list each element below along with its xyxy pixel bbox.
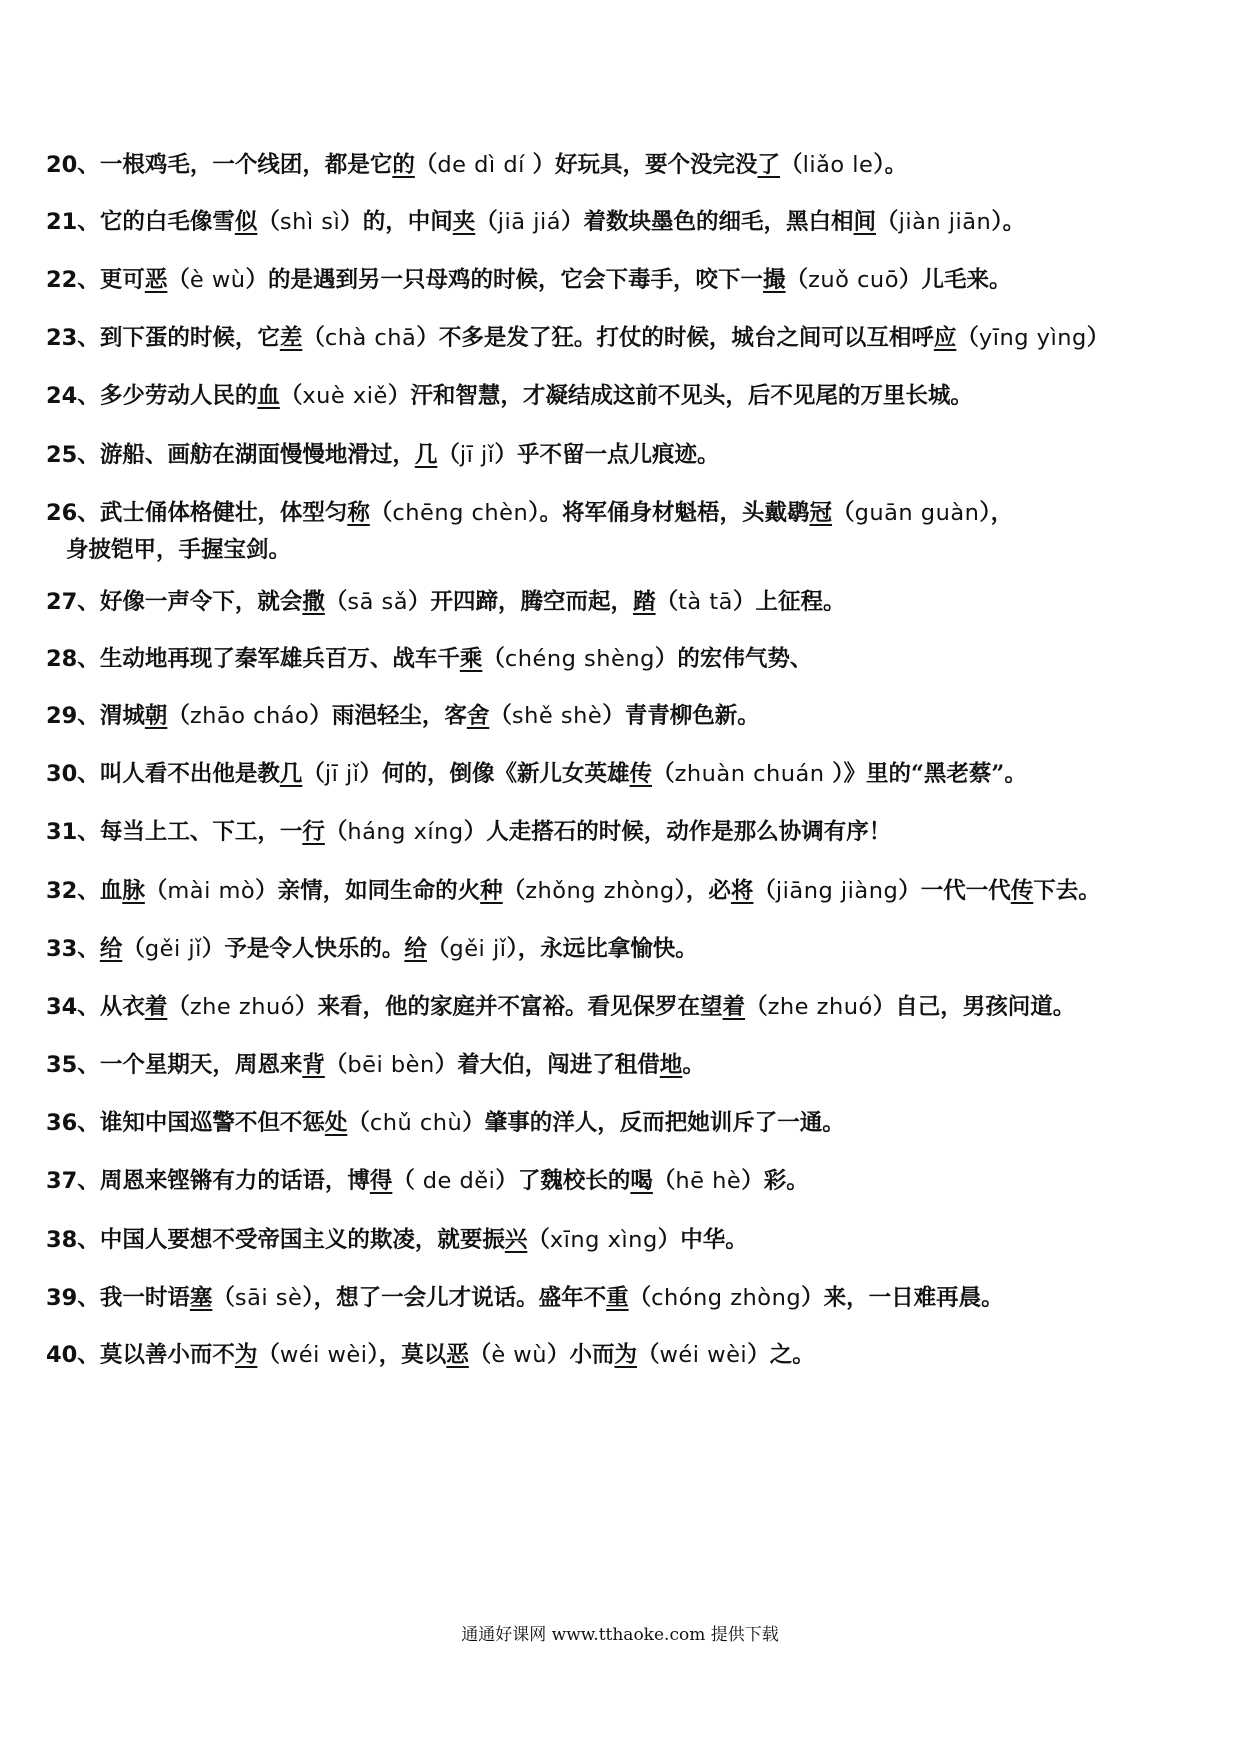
footer-credit: 通通好课网 www.tthaoke.com 提供下载 [461,1625,779,1645]
text-segment: ）。将军俑身材魁梧，头戴鹖 [528,500,810,526]
text-segment: 我一时语 [99,1285,190,1311]
text-segment: （ [212,1285,235,1311]
text-segment: （ [652,761,675,787]
target-char: 恶 [144,267,168,293]
text-segment: （ [324,1052,348,1078]
target-char: 传 [1010,878,1034,904]
target-char: 朝 [144,703,168,729]
target-char: 应 [933,325,957,351]
text-segment: 渭城 [99,703,145,729]
text-segment: ） [1086,325,1110,351]
text-segment: 下去。 [1033,878,1101,904]
text-segment: 从衣 [99,994,145,1020]
text-segment: 武士俑体格健壮，体型匀 [99,500,348,526]
pinyin-options: chà chā [324,325,417,351]
pinyin-options: guān guàn [854,500,980,526]
text-segment: （ [414,152,438,178]
text-segment: （ [637,1342,660,1368]
pinyin-options: zhe zhuó [767,994,873,1020]
item-number: 36、 [46,1110,100,1136]
text-segment: 它的白毛像雪 [99,209,235,235]
exercise-line [46,701,1236,731]
text-segment: ）小而 [546,1342,615,1368]
text-segment: （ [392,1168,423,1194]
text-segment: 血 [99,878,123,904]
text-segment: 谁知中国巡警不但不惩 [99,1110,325,1136]
pinyin-options: chóng zhòng [651,1285,802,1311]
text-segment: （ [475,209,498,235]
exercise-line [46,759,1236,789]
exercise-line [46,150,1236,180]
item-number: 23、 [46,325,100,351]
item-number: 30、 [46,761,100,787]
text-segment: （ [780,152,803,178]
text-segment: （ [468,1342,492,1368]
text-segment: ），永远比拿愉快。 [506,936,698,962]
pinyin-options: shě shè [511,703,603,729]
text-segment: 生动地再现了秦军雄兵百万、战车千 [99,646,460,672]
exercise-line [46,992,1236,1022]
target-char: 为 [614,1342,638,1368]
target-char: 差 [279,325,303,351]
text-segment: （ [122,936,145,962]
exercise-line [46,265,1236,295]
text-segment: （ [745,994,768,1020]
text-segment: ）来，一日难再晨。 [801,1285,1004,1311]
text-segment: ）了魏校长的 [495,1168,631,1194]
exercise-line [46,587,1236,617]
target-char: 背 [302,1052,325,1078]
target-char: 脉 [122,878,145,904]
text-segment: （ [502,878,526,904]
text-segment: ）。 [873,152,908,178]
text-segment: ）一代一代 [898,878,1011,904]
text-segment: （ [652,1168,676,1194]
target-char: 舍 [466,703,490,729]
item-number: 34、 [46,994,100,1020]
item-number: 31、 [46,819,100,845]
text-segment: ）之。 [747,1342,815,1368]
text-segment: ）的，中间 [340,209,453,235]
text-segment: （ [832,500,855,526]
text-segment: ）着大伯，闯进了租借 [434,1052,660,1078]
item-number: 40、 [46,1342,100,1368]
text-segment: ）青青柳色新。 [602,703,760,729]
text-segment: （ [527,1227,550,1253]
text-segment: ）人走搭石的时候，动作是那么协调有序！ [463,819,892,845]
target-char: 撮 [763,267,786,293]
text-segment: 中国人要想不受帝国主义的欺凌，就要振 [99,1227,505,1253]
exercise-line [46,1050,1236,1080]
exercise-line [46,644,1236,674]
text-segment: ）何的，倒像《新儿女英雄 [359,761,630,787]
item-number: 22、 [46,267,100,293]
text-segment: （ [302,761,325,787]
text-segment: ），想了一会儿才说话。盛年不 [302,1285,607,1311]
text-segment: 叫人看不出他是教 [99,761,280,787]
target-char: 踏 [633,589,656,615]
text-segment: 多少劳动人民的 [99,383,258,409]
pinyin-options: zhāo cháo [189,703,310,729]
text-segment: 每当上工、下工，一 [99,819,303,845]
text-segment: （ [324,589,348,615]
target-char: 乘 [459,646,483,672]
target-char: 行 [302,819,325,845]
target-char: 处 [324,1110,348,1136]
text-segment: ）彩。 [741,1168,809,1194]
pinyin-options: xuè xiě [302,383,388,409]
exercise-line [46,1166,1236,1196]
text-segment: （ [257,209,280,235]
text-segment: （ [324,819,348,845]
text-segment: ），必 [674,878,731,904]
text-segment: ）肇事的洋人，反而把她训斥了一通。 [462,1110,845,1136]
text-segment: （ [655,589,679,615]
item-number: 25、 [46,442,100,468]
text-segment: 周恩来铿锵有力的话语，博 [99,1168,370,1194]
pinyin-options: wéi wèi [659,1342,748,1368]
exercise-line [46,207,1236,237]
target-char: 给 [404,936,427,962]
item-number: 35、 [46,1052,100,1078]
exercise-line [46,1340,1236,1370]
pinyin-options: chǔ chù [369,1110,463,1136]
pinyin-options: zuǒ cuō [808,267,899,293]
text-segment: ）。 [991,209,1026,235]
pinyin-options: zhǒng zhòng [525,878,675,904]
text-segment: （ [956,325,979,351]
exercise-line [66,535,1240,565]
target-char: 撒 [302,589,325,615]
pinyin-options: zhe zhuó [189,994,296,1020]
item-number: 32、 [46,878,100,904]
text-segment: （ [426,936,450,962]
exercise-line [46,498,1236,528]
target-char: 重 [606,1285,629,1311]
item-number: 27、 [46,589,100,615]
text-segment: 好像一声令下，就会 [99,589,303,615]
pinyin-options: de dì dí [437,152,533,178]
target-char: 了 [757,152,781,178]
pinyin-options: sā sǎ [347,589,409,615]
text-segment: （ [302,325,325,351]
text-segment: ）儿毛来。 [898,267,1012,293]
pinyin-options: wéi wèi [279,1342,368,1368]
exercise-line [46,876,1236,906]
text-segment: （ [628,1285,652,1311]
text-segment: ）汗和智慧，才凝结成这前不见头，后不见尾的万里长城。 [387,383,973,409]
text-segment: 莫以善小而不 [99,1342,235,1368]
exercise-line [46,934,1236,964]
exercise-line [46,440,1236,470]
item-number: 24、 [46,383,100,409]
text-segment: 更可 [99,267,145,293]
text-segment: 游船、画舫在湖面慢慢地滑过， [99,442,415,468]
text-segment: ）的宏伟气势、 [654,646,813,672]
target-char: 着 [144,994,168,1020]
text-segment: 。 [682,1052,705,1078]
item-number: 28、 [46,646,100,672]
text-segment: （ [437,442,460,468]
exercise-line [46,381,1236,411]
text-segment: （ [144,878,168,904]
text-segment: （ [167,703,190,729]
pinyin-options: chēng chèn [392,500,529,526]
text-segment: 一个星期天，周恩来 [99,1052,303,1078]
item-number: 39、 [46,1285,100,1311]
pinyin-options: gěi jǐ [449,936,507,962]
target-char: 似 [234,209,258,235]
target-char: 塞 [189,1285,213,1311]
item-number: 33、 [46,936,100,962]
text-segment: ）开四蹄，腾空而起， [408,589,634,615]
target-char: 给 [99,936,123,962]
text-segment: （ [482,646,505,672]
target-char: 将 [730,878,754,904]
pinyin-options: bēi bèn [347,1052,435,1078]
text-segment: （ [369,500,393,526]
target-char: 种 [480,878,503,904]
pinyin-options: è wù [189,267,246,293]
pinyin-options: shì sì [279,209,341,235]
text-segment: ）亲情，如同生命的火 [255,878,481,904]
target-char: 地 [659,1052,683,1078]
pinyin-options: è wù [491,1342,547,1368]
pinyin-options: jī jǐ [459,442,495,468]
text-segment: ）不多是发了狂。打仗的时候，城台之间可以互相呼 [416,325,934,351]
pinyin-options: jī jǐ [324,761,360,787]
target-char: 恶 [446,1342,469,1368]
text-segment: （ [785,267,809,293]
target-char: 间 [853,209,877,235]
text-segment: 一根鸡毛，一个线团，都是它 [99,152,393,178]
pinyin-options: gěi jǐ [144,936,202,962]
exercise-line [46,1283,1236,1313]
target-char: 喝 [630,1168,653,1194]
pinyin-options: tà tā [678,589,733,615]
exercise-line [46,323,1236,353]
target-char: 冠 [809,500,833,526]
item-number: 29、 [46,703,100,729]
target-char: 得 [369,1168,393,1194]
pinyin-options: jiā jiá [497,209,562,235]
text-segment: （ [753,878,776,904]
pinyin-options: sāi sè [234,1285,303,1311]
text-segment: （ [876,209,899,235]
item-number: 38、 [46,1227,100,1253]
item-number: 37、 [46,1168,100,1194]
exercise-line [46,1108,1236,1138]
text-segment: （ [347,1110,370,1136]
text-segment: ）》里的“黑老蔡”。 [832,761,1027,787]
item-number: 26、 [46,500,100,526]
target-char: 夹 [452,209,476,235]
pinyin-options: mài mò [167,878,256,904]
pinyin-options: háng xíng [347,819,464,845]
pinyin-options: liǎo le [802,152,874,178]
text-segment: 身披铠甲，手握宝剑。 [66,537,292,563]
target-char: 血 [257,383,280,409]
text-segment: 到下蛋的时候，它 [99,325,280,351]
text-segment: ），莫以 [367,1342,447,1368]
target-char: 传 [629,761,653,787]
pinyin-options: chéng shèng [504,646,655,672]
text-segment: （ [257,1342,280,1368]
text-segment: ）雨浥轻尘，客 [309,703,467,729]
text-segment: ）好玩具，要个没完没 [532,152,758,178]
text-segment: ）中华。 [657,1227,748,1253]
target-char: 几 [279,761,303,787]
target-char: 几 [414,442,438,468]
target-char: 着 [722,994,746,1020]
pinyin-options: jiāng jiàng [775,878,899,904]
pinyin-options: jiàn jiān [898,209,992,235]
item-number: 20、 [46,152,100,178]
text-segment: ）来看，他的家庭并不富裕。看见保罗在望 [295,994,723,1020]
exercise-line [46,817,1236,847]
text-segment: （ [167,994,190,1020]
target-char: 兴 [504,1227,528,1253]
text-segment: ）自己，男孩问道。 [872,994,1076,1020]
pinyin-options: hē hè [675,1168,742,1194]
text-segment: ）的是遇到另一只母鸡的时候，它会下毒手，咬下一 [245,267,764,293]
pinyin-options: yīng yìng [978,325,1087,351]
pinyin-options: xīng xìng [549,1227,658,1253]
item-number: 21、 [46,209,100,235]
text-segment: ）予是令人快乐的。 [201,936,405,962]
text-segment: ）乎不留一点儿痕迹。 [494,442,720,468]
target-char: 的 [392,152,415,178]
pinyin-options: zhuàn chuán [674,761,833,787]
pinyin-options: de děi [422,1168,496,1194]
target-char: 称 [347,500,370,526]
text-segment: ）上征程。 [732,589,846,615]
exercise-line [46,1225,1236,1255]
text-segment: （ [167,267,190,293]
text-segment: （ [489,703,512,729]
text-segment: ）， [979,500,1014,526]
text-segment: ）着数块墨色的细毛，黑白相 [561,209,854,235]
text-segment: （ [279,383,303,409]
target-char: 为 [234,1342,258,1368]
